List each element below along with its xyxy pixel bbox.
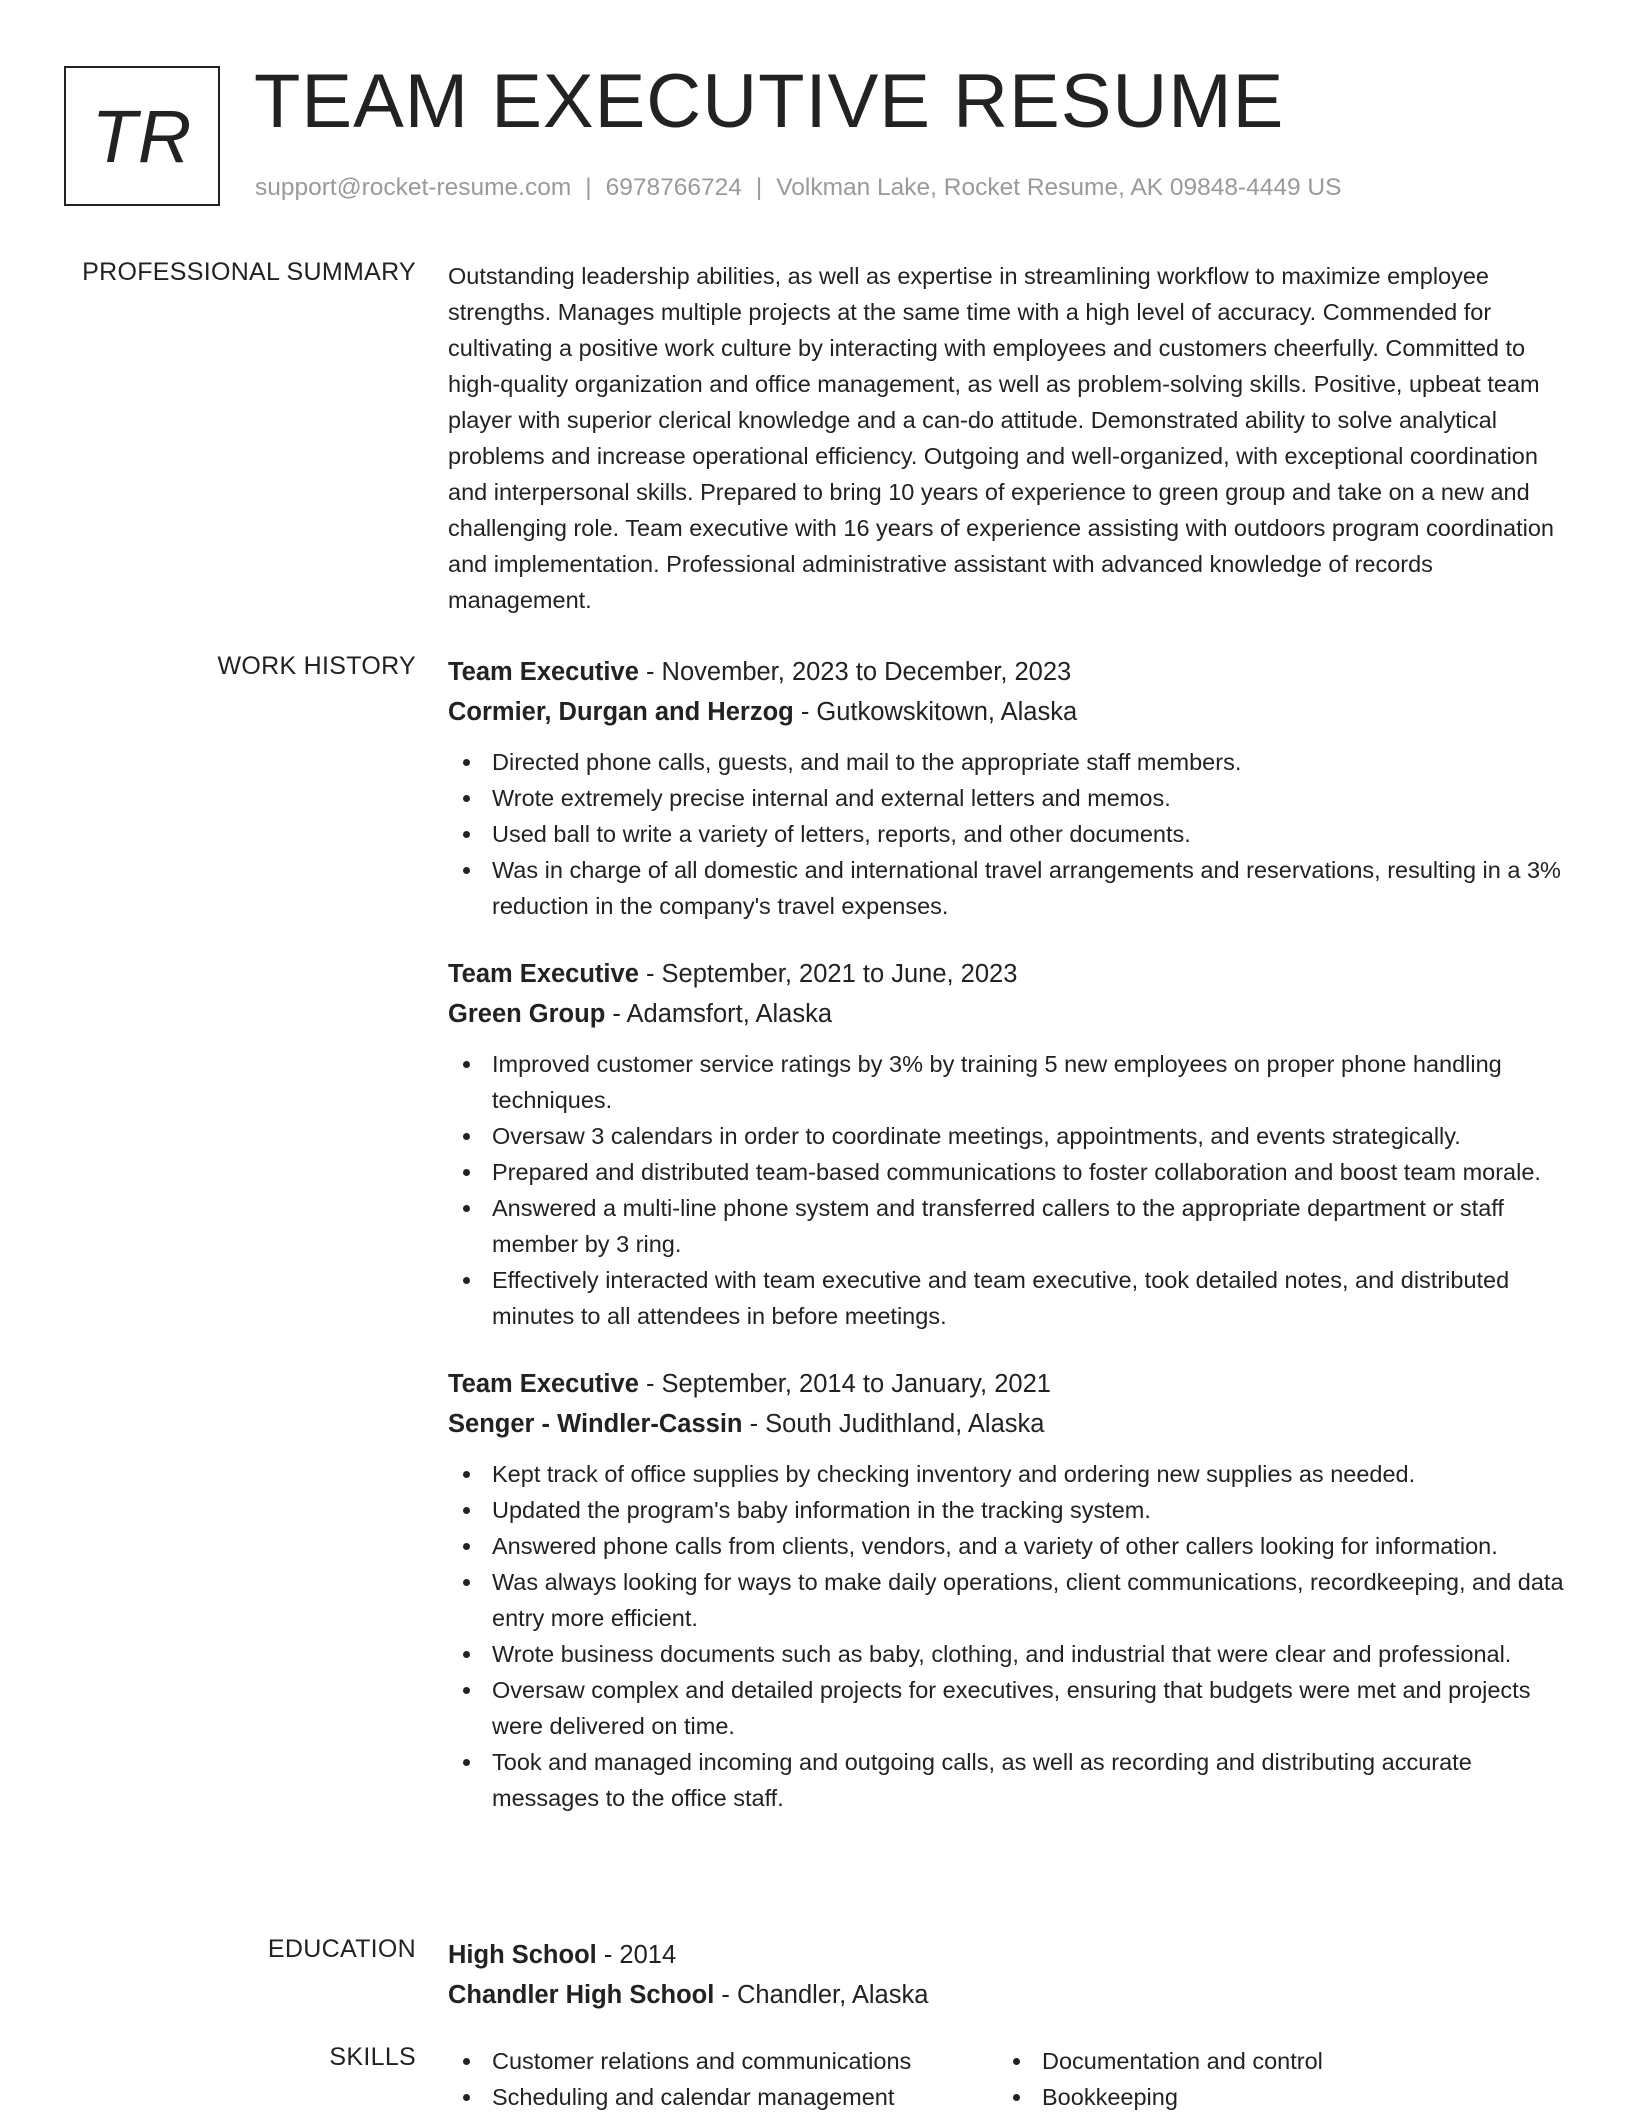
job-location: - Adamsfort, Alaska [605,1000,833,1028]
summary-heading: PROFESSIONAL SUMMARY [82,258,416,286]
job-title-line [448,954,1566,994]
contact-separator: | [585,174,592,201]
job-location: - South Judithland, Alaska [742,1410,1045,1438]
education-school-line [448,1975,1566,2015]
monogram-badge [64,66,220,206]
job-bullets [448,1046,1566,1334]
job-entry [448,1364,1566,1816]
job-bullets [448,1456,1566,1816]
work-history-heading: WORK HISTORY [217,652,416,680]
resume-title: TEAM EXECUTIVE RESUME [254,59,1285,144]
job-bullet: Updated the program's baby information in the tracking system. [448,1492,1566,1528]
job-bullet: Prepared and distributed team-based communications to foster collaboration and boost team morale. [448,1154,1566,1190]
education-degree-line [448,1935,1566,1975]
education-school: Chandler High School [448,1981,715,2009]
skill-item: Documentation and control [998,2043,1548,2079]
job-bullet: Was always looking for ways to make daily operations, client communications, recordkeeping, and data entry more efficient. [448,1564,1566,1636]
monogram-initials: TR [91,94,193,178]
job-title-line [448,652,1566,692]
job-company-line [448,994,1566,1034]
job-bullet: Kept track of office supplies by checking inventory and ordering new supplies as needed. [448,1456,1566,1492]
summary-text: Outstanding leadership abilities, as well as expertise in streamlining workflow to maximize employee strengths. Manages multiple projects at the same time with a high level of accuracy. Commended for cultivating a positive work culture by interacting with employees and customers cheerfully. Committed to high-quality organization and office management, as well as problem-solving skills. Positive, upbeat team player with superior clerical knowledge and a can-do attitude. Demonstrated ability to solve analytical problems and increase operational efficiency. Outgoing and well-organized, with exceptional coordination and interpersonal skills. Prepared to bring 10 years of experience to green group and take on a new and challenging role. Team executive with 16 years of experience assisting with outdoors program coordination and implementation. Professional administrative assistant with advanced knowledge of records management. [448,263,1554,613]
skills-list [448,2043,998,2115]
job-bullets [448,744,1566,924]
skill-item: Customer relations and communications [448,2043,998,2079]
job-entry [448,954,1566,1334]
job-company: Cormier, Durgan and Herzog [448,698,794,726]
education-year: - 2014 [596,1941,677,1969]
job-bullet: Answered phone calls from clients, vendors, and a variety of other callers looking for information. [448,1528,1566,1564]
contact-phone[interactable]: 6978766724 [605,174,742,201]
job-bullet: Took and managed incoming and outgoing calls, as well as recording and distributing accurate messages to the office staff. [448,1744,1566,1816]
job-location: - Gutkowskitown, Alaska [793,698,1078,726]
job-role: Team Executive [448,1370,639,1398]
skills-list [998,2043,1548,2115]
skills-heading: SKILLS [329,2043,416,2071]
job-entry [448,652,1566,924]
skill-item: Scheduling and calendar management [448,2079,998,2115]
job-company: Senger - Windler-Cassin [448,1410,743,1438]
job-bullet: Answered a multi-line phone system and transferred callers to the appropriate department or staff member by 3 ring. [448,1190,1566,1262]
contact-line [255,174,1341,202]
job-bullet: Oversaw 3 calendars in order to coordinate meetings, appointments, and events strategically. [448,1118,1566,1154]
job-company-line [448,692,1566,732]
job-dates: - September, 2021 to June, 2023 [638,960,1018,988]
contact-separator: | [755,174,763,201]
job-company-line [448,1404,1566,1444]
job-dates: - November, 2023 to December, 2023 [638,658,1072,686]
job-bullet: Was in charge of all domestic and international travel arrangements and reservations, resulting in a 3% reduction in the company's travel expenses. [448,852,1566,924]
education-location: - Chandler, Alaska [714,1981,929,2009]
job-bullet: Improved customer service ratings by 3% by training 5 new employees on proper phone handling techniques. [448,1046,1566,1118]
job-bullet: Oversaw complex and detailed projects for executives, ensuring that budgets were met and projects were delivered on time. [448,1672,1566,1744]
contact-email[interactable]: support@rocket-resume.com [255,174,572,201]
job-bullet: Wrote extremely precise internal and external letters and memos. [448,780,1566,816]
job-bullet: Directed phone calls, guests, and mail to the appropriate staff members. [448,744,1566,780]
contact-address: Volkman Lake, Rocket Resume, AK 09848-4449 US [776,174,1342,201]
job-company: Green Group [448,1000,606,1028]
job-role: Team Executive [448,658,639,686]
job-dates: - September, 2014 to January, 2021 [638,1370,1051,1398]
skills-columns [448,2043,1566,2115]
education-heading: EDUCATION [267,1935,416,1963]
job-bullet: Used ball to write a variety of letters, reports, and other documents. [448,816,1566,852]
job-title-line [448,1364,1566,1404]
skill-item: Bookkeeping [998,2079,1548,2115]
education-degree: High School [448,1941,597,1969]
job-bullet: Wrote business documents such as baby, clothing, and industrial that were clear and professional. [448,1636,1566,1672]
job-bullet: Effectively interacted with team executive and team executive, took detailed notes, and distributed minutes to all attendees in before meetings. [448,1262,1566,1334]
job-role: Team Executive [448,960,639,988]
